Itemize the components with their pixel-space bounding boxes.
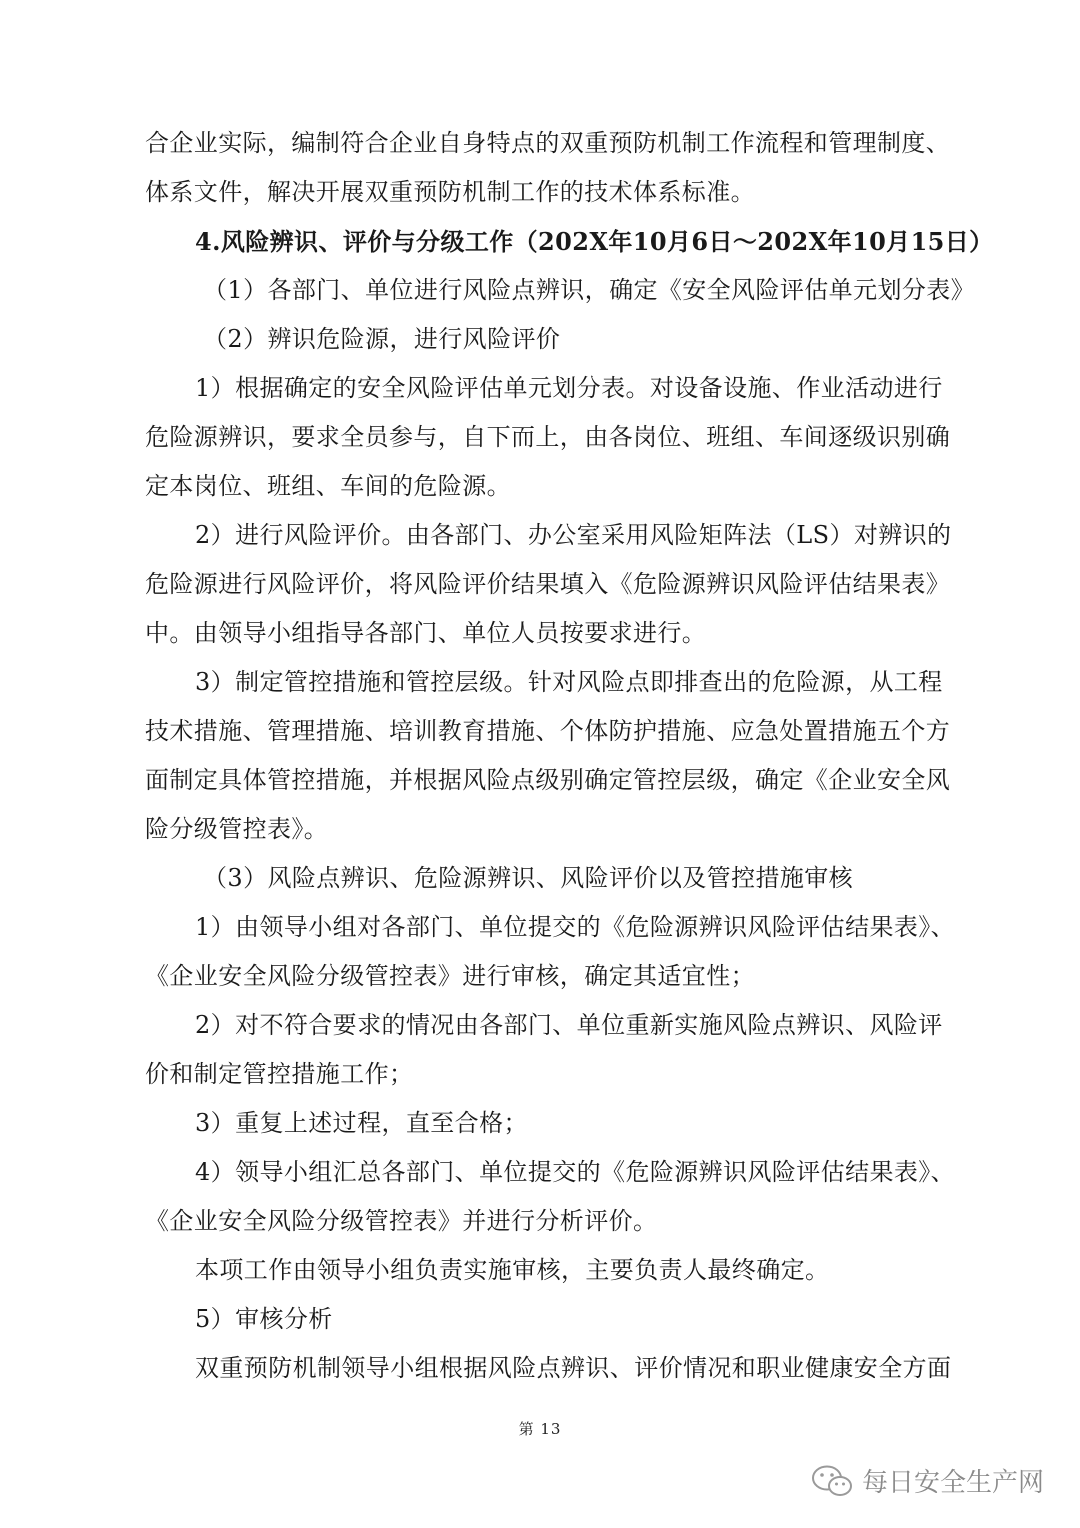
text-line: 合企业实际，编制符合企业自身特点的双重预防机制工作流程和管理制度、	[145, 129, 951, 157]
text-line: 3）重复上述过程，直至合格；	[195, 1109, 528, 1137]
text-line: 体系文件，解决开展双重预防机制工作的技术体系标准。	[145, 178, 755, 206]
section-heading: 4.风险辨识、评价与分级工作（202X年10月6日～202X年10月15日）	[195, 227, 994, 256]
text-line: 1）由领导小组对各部门、单位提交的《危险源辨识风险评估结果表》、	[195, 913, 956, 941]
text-line: 险分级管控表》。	[145, 815, 329, 843]
text-line: 5）审核分析	[195, 1305, 333, 1333]
text-line: （3）风险点辨识、危险源辨识、风险评价以及管控措施审核	[203, 864, 854, 892]
text-line: 《企业安全风险分级管控表》进行审核，确定其适宜性；	[145, 962, 755, 990]
text-line: （2）辨识危险源，进行风险评价	[203, 325, 561, 353]
text-line: 双重预防机制领导小组根据风险点辨识、评价情况和职业健康安全方面	[195, 1354, 952, 1382]
text-line: 2）进行风险评价。由各部门、办公室采用风险矩阵法（LS）对辨识的	[195, 521, 952, 549]
text-line: 技术措施、管理措施、培训教育措施、个体防护措施、应急处置措施五个方	[145, 717, 951, 745]
text-line: 2）对不符合要求的情况由各部门、单位重新实施风险点辨识、风险评	[195, 1011, 943, 1039]
watermark-text: 每日安全生产网	[861, 1468, 1044, 1498]
wechat-icon	[810, 1463, 854, 1499]
text-line: 中。由领导小组指导各部门、单位人员按要求进行。	[145, 619, 707, 647]
text-line: 面制定具体管控措施，并根据风险点级别确定管控层级，确定《企业安全风	[145, 766, 951, 794]
text-line: 1）根据确定的安全风险评估单元划分表。对设备设施、作业活动进行	[195, 374, 943, 402]
text-line: 4）领导小组汇总各部门、单位提交的《危险源辨识风险评估结果表》、	[195, 1158, 956, 1186]
watermark	[810, 1462, 1044, 1499]
text-line: 3）制定管控措施和管控层级。针对风险点即排查出的危险源，从工程	[195, 668, 943, 696]
text-line: 危险源进行风险评价，将风险评价结果填入《危险源辨识风险评估结果表》	[145, 570, 951, 598]
text-line: （1）各部门、单位进行风险点辨识，确定《安全风险评估单元划分表》	[203, 276, 976, 304]
text-line: 《企业安全风险分级管控表》并进行分析评价。	[145, 1207, 658, 1235]
page-number: 第 13	[518, 1420, 562, 1438]
text-line: 定本岗位、班组、车间的危险源。	[145, 472, 511, 500]
text-line: 本项工作由领导小组负责实施审核，主要负责人最终确定。	[195, 1256, 830, 1284]
document-body	[145, 119, 994, 1393]
text-line: 危险源辨识，要求全员参与，自下而上，由各岗位、班组、车间逐级识别确	[145, 423, 951, 451]
text-line: 价和制定管控措施工作；	[145, 1060, 414, 1088]
